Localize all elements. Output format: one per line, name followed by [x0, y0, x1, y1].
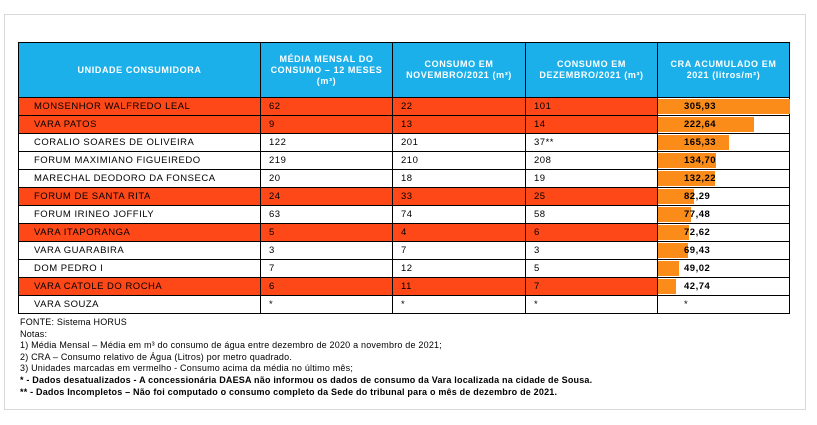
november-cell: 74 [393, 206, 526, 224]
unit-cell: VARA ITAPORANGA [19, 224, 261, 242]
table-row [19, 206, 790, 224]
december-cell: 208 [526, 152, 658, 170]
consumption-table [18, 42, 790, 314]
unit-cell: VARA SOUZA [19, 296, 261, 314]
cra-value: 134,70 [684, 155, 717, 166]
header-unit: UNIDADE CONSUMIDORA [19, 43, 261, 98]
cra-cell [658, 242, 790, 260]
november-cell: 11 [393, 278, 526, 296]
december-cell: * [526, 296, 658, 314]
november-cell: 13 [393, 116, 526, 134]
note-3: 3) Unidades marcadas em vermelho - Consumo acima da média no último mês; [20, 363, 354, 374]
monthly-average-cell: 20 [261, 170, 393, 188]
november-cell: 12 [393, 260, 526, 278]
monthly-average-cell: 122 [261, 134, 393, 152]
november-cell: 4 [393, 224, 526, 242]
december-cell: 6 [526, 224, 658, 242]
cra-value: 82,29 [684, 191, 711, 202]
table-row [19, 170, 790, 188]
unit-cell: VARA CATOLE DO ROCHA [19, 278, 261, 296]
monthly-average-cell: 6 [261, 278, 393, 296]
cra-value: * [684, 299, 689, 310]
cra-value: 165,33 [684, 137, 717, 148]
cra-cell [658, 296, 790, 314]
november-cell: 18 [393, 170, 526, 188]
table-row [19, 260, 790, 278]
cra-cell [658, 98, 790, 116]
unit-cell: VARA PATOS [19, 116, 261, 134]
cra-value: 49,02 [684, 263, 711, 274]
december-cell: 3 [526, 242, 658, 260]
unit-cell: CORALIO SOARES DE OLIVEIRA [19, 134, 261, 152]
cra-value: 132,22 [684, 173, 717, 184]
table-row [19, 296, 790, 314]
cra-cell [658, 134, 790, 152]
december-cell: 14 [526, 116, 658, 134]
cra-cell [658, 206, 790, 224]
unit-cell: FORUM IRINEO JOFFILY [19, 206, 261, 224]
note-1: 1) Média Mensal – Média em m³ do consumo de água entre dezembro de 2020 a novembro de 2021; [20, 340, 442, 351]
unit-cell: MARECHAL DEODORO DA FONSECA [19, 170, 261, 188]
cra-value: 305,93 [684, 101, 717, 112]
monthly-average-cell: 219 [261, 152, 393, 170]
header-monthly-average: MÉDIA MENSAL DO CONSUMO – 12 MESES (m³) [261, 43, 393, 98]
cra-cell [658, 260, 790, 278]
cra-bar [658, 261, 679, 276]
unit-cell: FORUM DE SANTA RITA [19, 188, 261, 206]
cra-bar [658, 279, 676, 294]
table-row [19, 152, 790, 170]
cra-cell [658, 278, 790, 296]
cra-cell [658, 224, 790, 242]
november-cell: 22 [393, 98, 526, 116]
table-row [19, 242, 790, 260]
monthly-average-cell: 9 [261, 116, 393, 134]
cra-bar [658, 99, 790, 114]
cra-cell [658, 188, 790, 206]
november-cell: 7 [393, 242, 526, 260]
monthly-average-cell: * [261, 296, 393, 314]
december-cell: 101 [526, 98, 658, 116]
monthly-average-cell: 3 [261, 242, 393, 260]
notes-section [20, 317, 800, 398]
unit-cell: VARA GUARABIRA [19, 242, 261, 260]
monthly-average-cell: 24 [261, 188, 393, 206]
notes-title: Notas: [20, 328, 48, 339]
table-row [19, 134, 790, 152]
cra-cell [658, 170, 790, 188]
december-cell: 37** [526, 134, 658, 152]
table-row [19, 278, 790, 296]
note-incomplete: ** - Dados Incompletos – Não foi computado o consumo completo da Sede do tribunal para o mês de dezembro de 2021. [20, 386, 558, 397]
table-row [19, 224, 790, 242]
monthly-average-cell: 63 [261, 206, 393, 224]
monthly-average-cell: 62 [261, 98, 393, 116]
december-cell: 19 [526, 170, 658, 188]
cra-value: 222,64 [684, 119, 717, 130]
unit-cell: DOM PEDRO I [19, 260, 261, 278]
december-cell: 58 [526, 206, 658, 224]
note-outdated: * - Dados desatualizados - A concessionária DAESA não informou os dados de consumo da Vara localizada na cidade de Sousa. [20, 374, 593, 385]
header-november: CONSUMO EM NOVEMBRO/2021 (m³) [393, 43, 526, 98]
unit-cell: MONSENHOR WALFREDO LEAL [19, 98, 261, 116]
cra-value: 42,74 [684, 281, 711, 292]
table-header-row [19, 43, 790, 98]
cra-value: 77,48 [684, 209, 711, 220]
november-cell: 210 [393, 152, 526, 170]
header-december: CONSUMO EM DEZEMBRO/2021 (m³) [526, 43, 658, 98]
unit-cell: FORUM MAXIMIANO FIGUEIREDO [19, 152, 261, 170]
december-cell: 25 [526, 188, 658, 206]
note-2: 2) CRA – Consumo relativo de Água (Litros) por metro quadrado. [20, 351, 293, 362]
source-note: FONTE: Sistema HORUS [20, 317, 128, 327]
november-cell: 201 [393, 134, 526, 152]
november-cell: * [393, 296, 526, 314]
header-cra: CRA ACUMULADO EM 2021 (litros/m²) [658, 43, 790, 98]
table-row [19, 188, 790, 206]
december-cell: 5 [526, 260, 658, 278]
november-cell: 33 [393, 188, 526, 206]
cra-cell [658, 116, 790, 134]
table-row [19, 116, 790, 134]
december-cell: 7 [526, 278, 658, 296]
table-row [19, 98, 790, 116]
cra-value: 72,62 [684, 227, 711, 238]
monthly-average-cell: 7 [261, 260, 393, 278]
monthly-average-cell: 5 [261, 224, 393, 242]
cra-value: 69,43 [684, 245, 711, 256]
cra-cell [658, 152, 790, 170]
